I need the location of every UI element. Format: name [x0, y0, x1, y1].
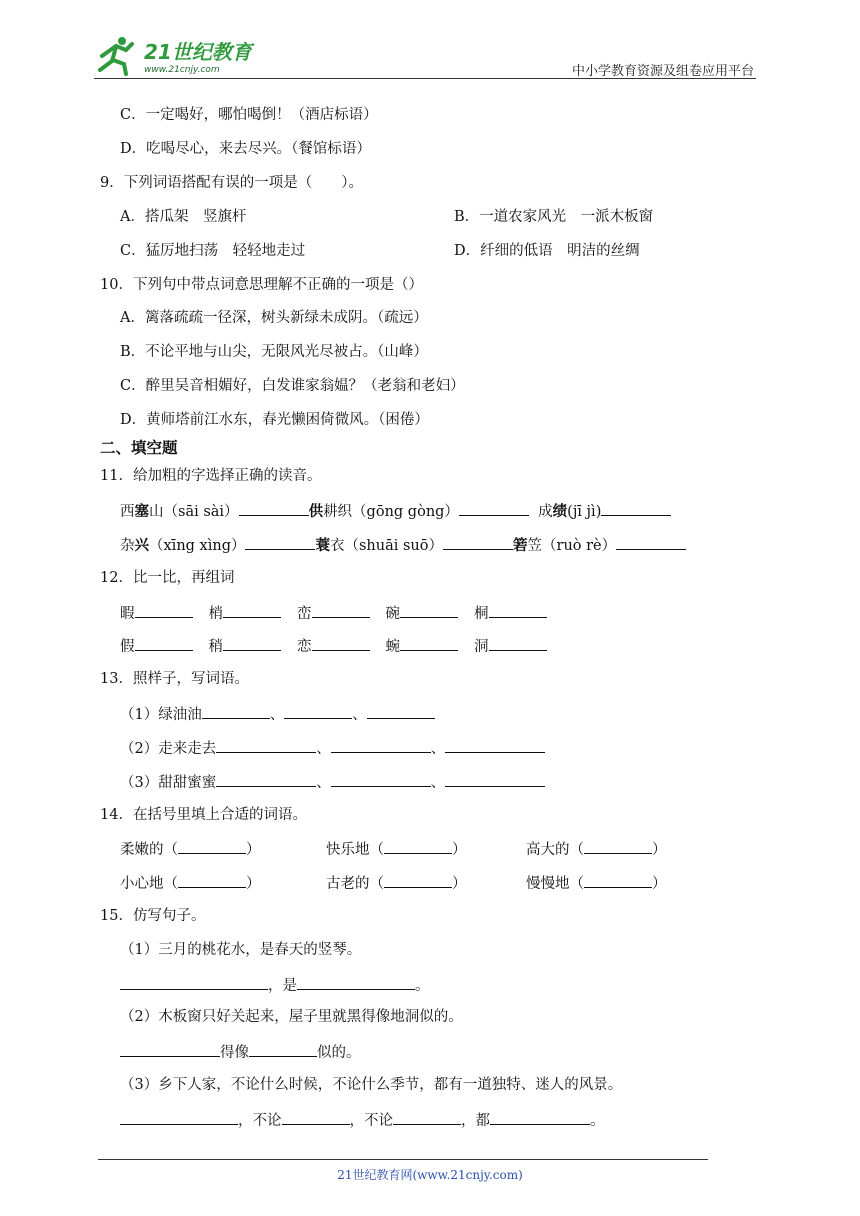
q10-stem: 10．下列句中带点词意思理解不正确的一项是（）: [100, 277, 423, 293]
runner-icon: [100, 37, 132, 74]
q11-stem: 11．给加粗的字选择正确的读音。: [100, 468, 322, 484]
q8-option-d: D．吃喝尽心，来去尽兴。（餐馆标语）: [120, 141, 371, 157]
answer-blank[interactable]: [216, 737, 316, 753]
footer-link[interactable]: 21世纪教育网(www.21cnjy.com): [337, 1168, 523, 1182]
answer-blank[interactable]: [178, 872, 246, 888]
answer-blank[interactable]: [135, 602, 193, 618]
q9-option-d: D．纤细的低语 明洁的丝绸: [454, 243, 640, 259]
answer-blank[interactable]: [584, 872, 652, 888]
q10-option-d: D．黄师塔前江水东，春光懒困倚微风。（困倦）: [120, 412, 429, 428]
q15-stem: 15．仿写句子。: [100, 908, 206, 924]
q13-item-2: （2）走来走去 、 、: [120, 737, 545, 759]
q15-fill-3: ，不论 ，不论 ，都 。: [120, 1109, 605, 1131]
q13-item-1: （1）绿油油 、 、: [120, 703, 435, 725]
answer-blank[interactable]: [282, 1109, 350, 1125]
section-heading: 二、填空题: [100, 439, 178, 457]
answer-blank[interactable]: [367, 703, 435, 719]
answer-blank[interactable]: [400, 635, 458, 651]
q14-row-2-1: 小心地（ ）: [120, 872, 261, 894]
answer-blank[interactable]: [284, 703, 352, 719]
answer-blank[interactable]: [490, 1109, 590, 1125]
q8-option-c: C．一定喝好，哪怕喝倒！（酒店标语）: [120, 107, 378, 123]
answer-blank[interactable]: [312, 635, 370, 651]
answer-blank[interactable]: [445, 771, 545, 787]
q15-fill-2: 得像 似的。: [120, 1041, 361, 1063]
answer-blank[interactable]: [178, 838, 246, 854]
answer-blank[interactable]: [384, 838, 452, 854]
answer-blank[interactable]: [331, 771, 431, 787]
answer-blank[interactable]: [384, 872, 452, 888]
answer-blank[interactable]: [616, 534, 686, 550]
answer-blank[interactable]: [601, 500, 671, 516]
q14-row-2-2: 古老的（ ）: [326, 872, 467, 894]
answer-blank[interactable]: [202, 703, 270, 719]
answer-blank[interactable]: [489, 602, 547, 618]
q15-sentence-3: （3）乡下人家，不论什么时候，不论什么季节，都有一道独特、迷人的风景。: [120, 1077, 623, 1093]
logo-text: 21世纪教育: [144, 40, 252, 64]
q13-stem: 13．照样子，写词语。: [100, 671, 249, 687]
q14-row-1-1: 柔嫩的（ ）: [120, 838, 261, 860]
q11-row-1: 西塞山（sāi sài） 供耕织（gōng gòng） 成绩(jī jì): [120, 500, 671, 522]
answer-blank[interactable]: [584, 838, 652, 854]
q9-option-b: B．一道农家风光 一派木板窗: [454, 209, 654, 225]
answer-blank[interactable]: [223, 635, 281, 651]
answer-blank[interactable]: [459, 500, 529, 516]
q13-item-3: （3）甜甜蜜蜜 、 、: [120, 771, 545, 793]
answer-blank[interactable]: [249, 1041, 317, 1057]
q12-row-2: 假 稍 恋 蜿 洞: [120, 635, 547, 657]
q15-sentence-1: （1）三月的桃花水，是春天的竖琴。: [120, 942, 362, 958]
answer-blank[interactable]: [245, 534, 315, 550]
answer-blank[interactable]: [489, 635, 547, 651]
answer-blank[interactable]: [393, 1109, 461, 1125]
q12-row-1: 暇 梢 峦 碗 桐: [120, 602, 547, 624]
q14-row-1-2: 快乐地（ ）: [326, 838, 467, 860]
answer-blank[interactable]: [445, 737, 545, 753]
answer-blank[interactable]: [312, 602, 370, 618]
answer-blank[interactable]: [223, 602, 281, 618]
header-divider: [94, 78, 756, 79]
answer-blank[interactable]: [120, 1041, 220, 1057]
answer-blank[interactable]: [297, 974, 415, 990]
answer-blank[interactable]: [400, 602, 458, 618]
answer-blank[interactable]: [443, 534, 513, 550]
platform-name: 中小学教育资源及组卷应用平台: [571, 64, 754, 79]
answer-blank[interactable]: [120, 974, 268, 990]
answer-blank[interactable]: [331, 737, 431, 753]
q10-option-b: B．不论平地与山尖，无限风光尽被占。（山峰）: [120, 344, 428, 360]
q10-option-c: C．醉里吴音相媚好，白发谁家翁媪？（老翁和老妇）: [120, 378, 465, 394]
answer-blank[interactable]: [135, 635, 193, 651]
q14-row-1-3: 高大的（ ）: [526, 838, 667, 860]
q14-stem: 14．在括号里填上合适的词语。: [100, 807, 307, 823]
site-logo: [92, 34, 262, 76]
answer-blank[interactable]: [216, 771, 316, 787]
footer-divider: [98, 1159, 708, 1160]
answer-blank[interactable]: [120, 1109, 238, 1125]
q11-row-2: 杂兴（xīng xìng） 蓑衣（shuāi suō） 箬笠（ruò rè）: [120, 534, 686, 556]
q9-option-c: C．猛厉地扫荡 轻轻地走过: [120, 243, 306, 259]
q10-option-a: A．篱落疏疏一径深，树头新绿未成阴。（疏远）: [120, 310, 428, 326]
q9-option-a: A．搭瓜架 竖旗杆: [120, 209, 247, 225]
q15-sentence-2: （2）木板窗只好关起来，屋子里就黑得像地洞似的。: [120, 1009, 463, 1025]
q9-stem: 9．下列词语搭配有误的一项是（ ）。: [100, 175, 363, 191]
q12-stem: 12．比一比，再组词: [100, 570, 235, 586]
q14-row-2-3: 慢慢地（ ）: [526, 872, 667, 894]
q15-fill-1: ，是 。: [120, 974, 430, 996]
logo-url: www.21cnjy.com: [144, 65, 220, 75]
answer-blank[interactable]: [239, 500, 309, 516]
